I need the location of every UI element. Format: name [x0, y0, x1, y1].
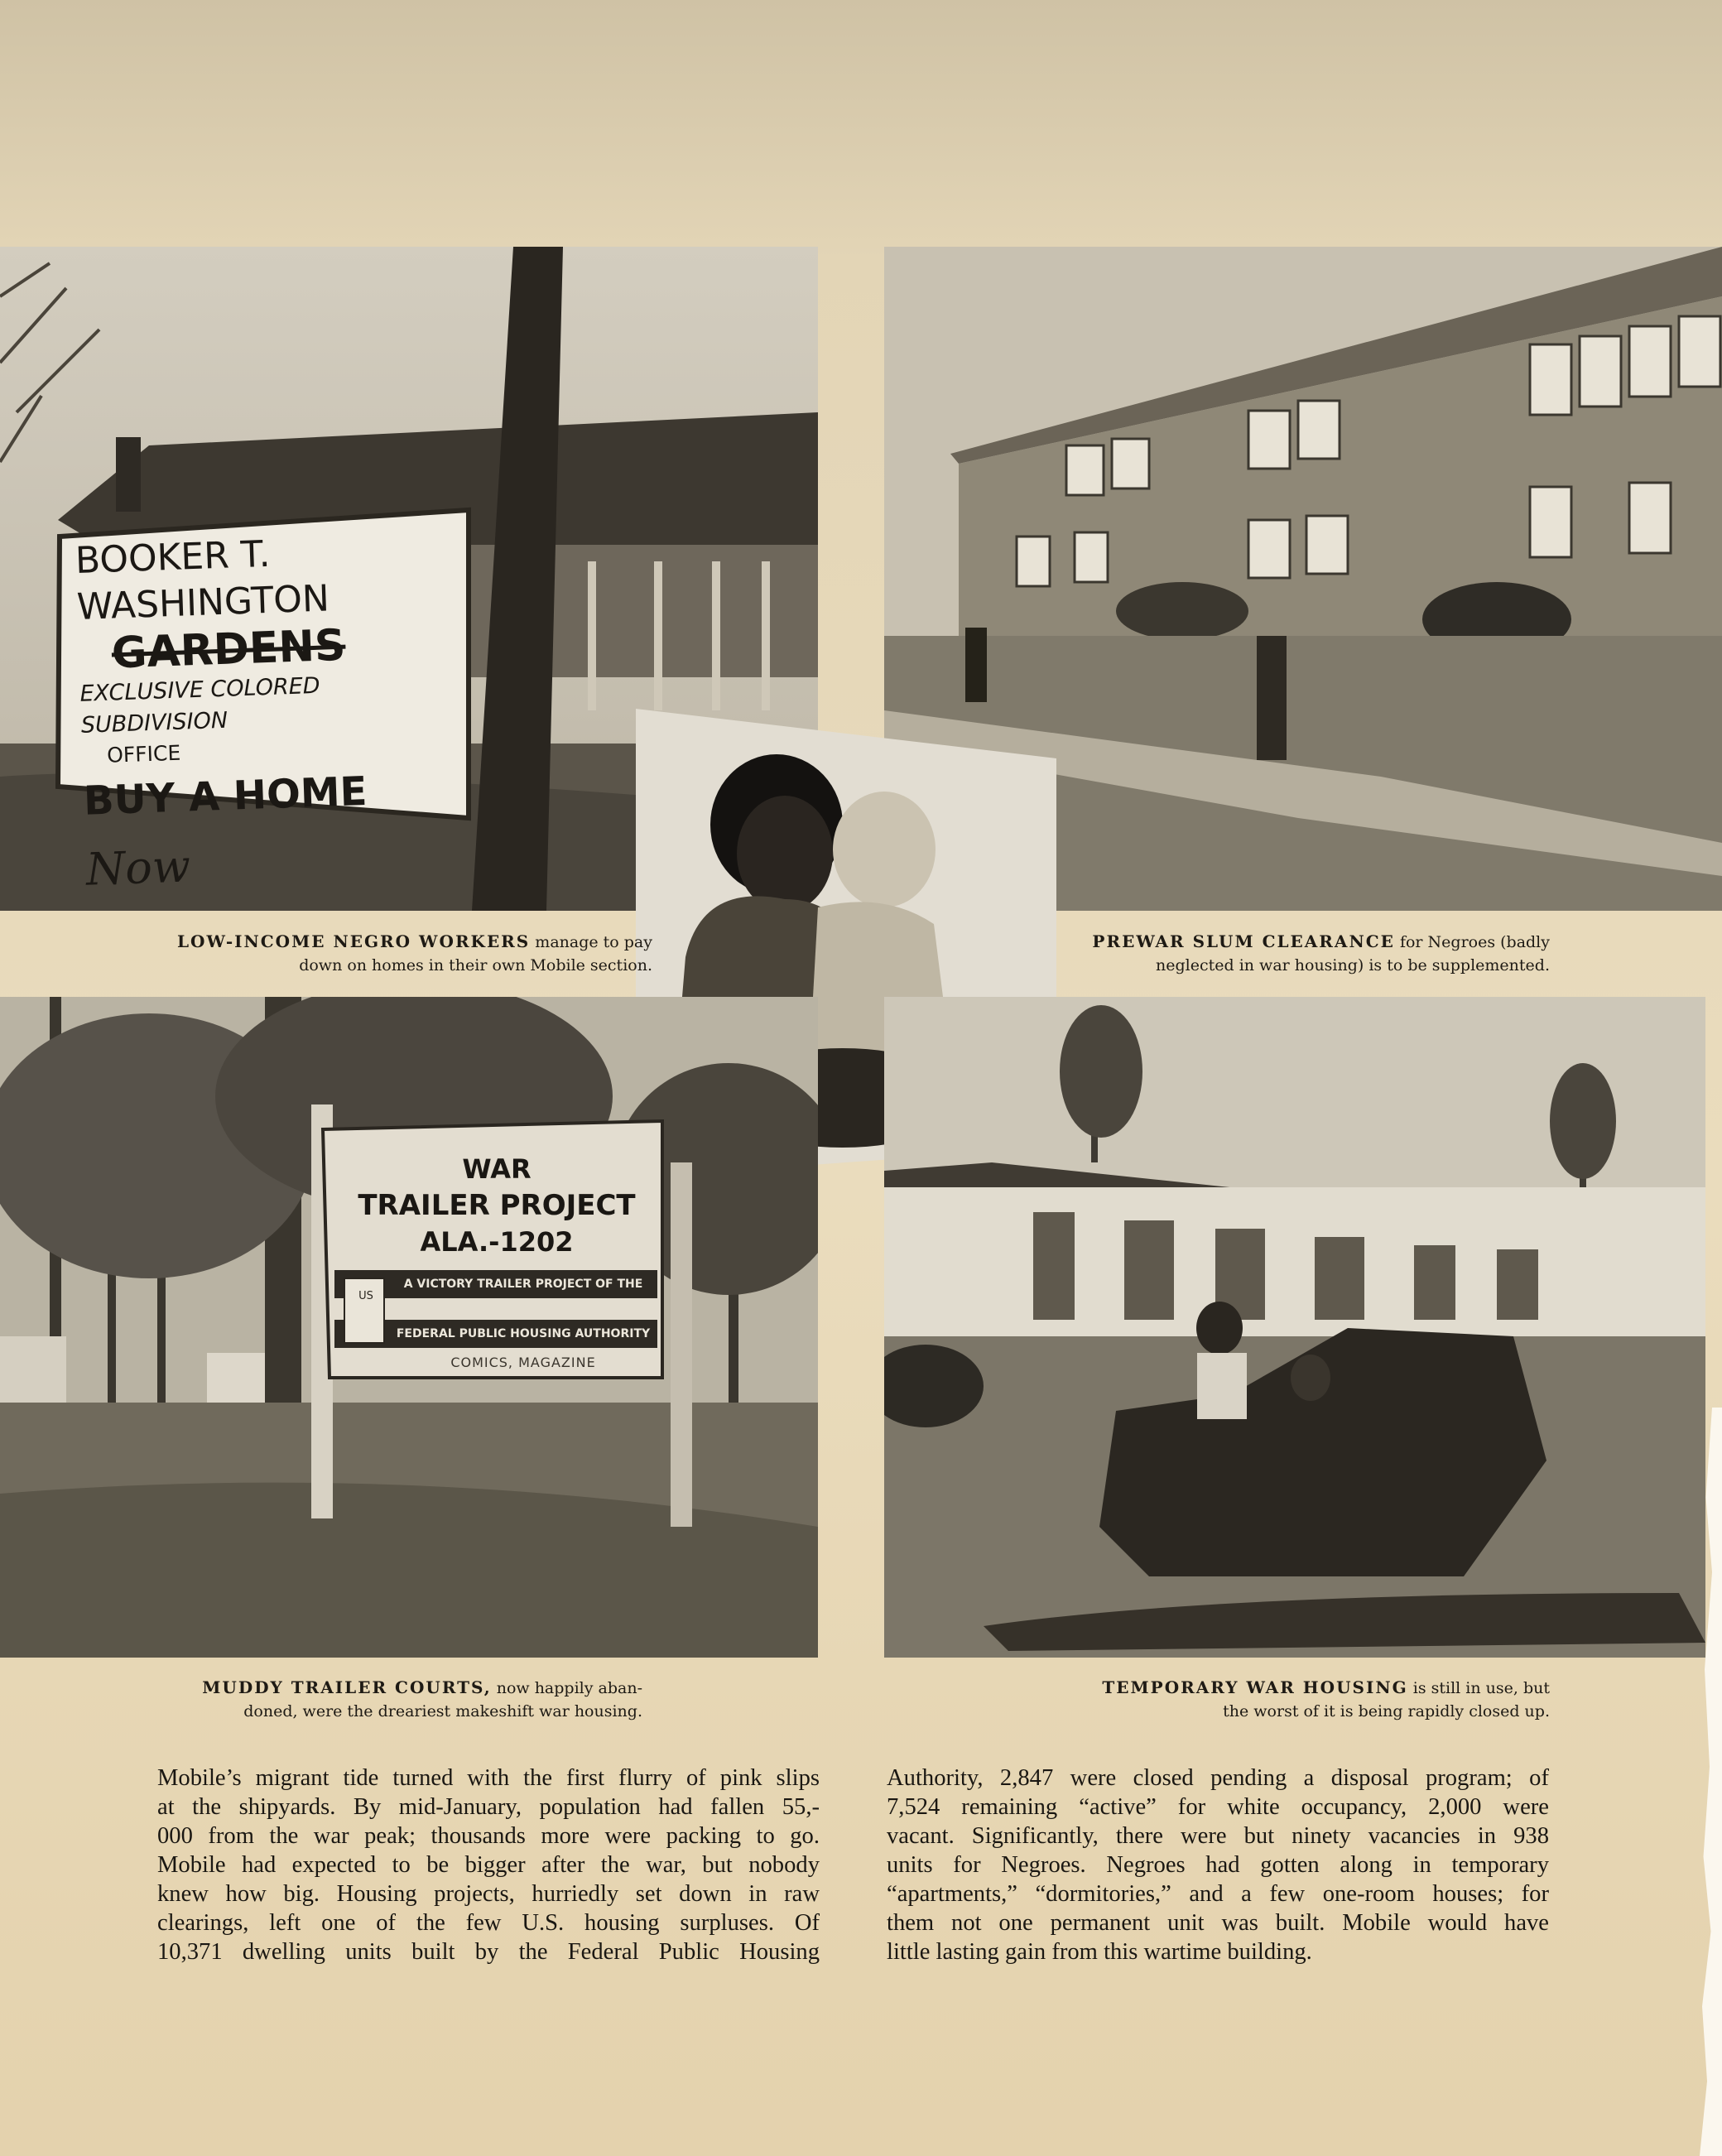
caption-rest: now happily aban-: [496, 1679, 642, 1697]
body-text-left-column: [157, 1764, 820, 1966]
caption-line-2: down on homes in their own Mobile section.: [299, 956, 652, 975]
body-line: 000 from the war peak; thousands more were packing to go.: [157, 1823, 820, 1849]
body-line: them not one permanent unit was built. Mobile would have: [887, 1910, 1549, 1936]
sign-line-ala-1202: ALA.-1202: [420, 1226, 574, 1258]
sign-line-trailer-project: TRAILER PROJECT: [358, 1189, 636, 1222]
sign-line-comics: COMICS, MAGAZINE: [450, 1355, 596, 1370]
caption-line-2: the worst of it is being rapidly closed up.: [1223, 1702, 1550, 1720]
caption-temporary-war-housing: [993, 1676, 1550, 1723]
body-line: little lasting gain from this wartime building.: [887, 1939, 1312, 1965]
body-line: “apartments,” “dormitories,” and a few one-room houses; for: [887, 1881, 1549, 1907]
sign-booker-text: [75, 525, 476, 911]
caption-lead: PREWAR SLUM CLEARANCE: [1092, 931, 1395, 951]
caption-muddy-trailer-courts: [108, 1676, 642, 1723]
sign-line-war: WAR: [462, 1153, 532, 1185]
caption-line-1: [993, 1676, 1550, 1700]
photo-temporary-war-housing: [884, 997, 1705, 1658]
body-text-right-column: [887, 1764, 1549, 1966]
body-line: knew how big. Housing projects, hurriedly set down in raw: [157, 1881, 820, 1907]
body-line: clearings, left one of the few U.S. housing surpluses. Of: [157, 1910, 820, 1936]
sign-now-text: Now: [84, 840, 191, 896]
caption-rest: is still in use, but: [1412, 1679, 1550, 1697]
body-line: Mobile’s migrant tide turned with the first flurry of pink slips: [157, 1765, 820, 1791]
sign-line-gardens: GARDENS: [110, 620, 347, 679]
sign-line-exclusive: EXCLUSIVE COLORED SUBDIVISION: [79, 672, 321, 739]
caption-rest: manage to pay: [535, 933, 652, 951]
sign-war-trailer-text: [331, 1151, 662, 1260]
body-line: vacant. Significantly, there were but ninety vacancies in 938: [887, 1823, 1549, 1849]
sign-line-victory: A VICTORY TRAILER PROJECT OF THE: [403, 1278, 643, 1291]
caption-line-1: [108, 1676, 642, 1700]
body-line: 7,524 remaining “active” for white occupancy, 2,000 were: [887, 1794, 1549, 1820]
photo-war-trailer-project: [0, 997, 818, 1658]
body-line: Authority, 2,847 were closed pending a disposal program; of: [887, 1765, 1549, 1791]
sign-line-booker: BOOKER T. WASHINGTON: [75, 532, 330, 628]
sign-us-badge: US: [358, 1290, 373, 1302]
sign-line-buy-a-home: [83, 758, 477, 910]
caption-lead: MUDDY TRAILER COURTS,: [202, 1677, 492, 1697]
caption-low-income-workers: [108, 930, 652, 977]
body-line: at the shipyards. By mid-January, population had fallen 55,-: [157, 1794, 820, 1820]
caption-line-1: [108, 930, 652, 954]
caption-rest: for Negroes (badly: [1399, 933, 1550, 951]
caption-lead: LOW-INCOME NEGRO WORKERS: [176, 931, 531, 951]
caption-lead: TEMPORARY WAR HOUSING: [1102, 1677, 1408, 1697]
body-line: Mobile had expected to be bigger after the war, but nobody: [157, 1852, 820, 1878]
sign-line-fpha: FEDERAL PUBLIC HOUSING AUTHORITY: [396, 1327, 651, 1340]
caption-line-2: neglected in war housing) is to be supplemented.: [1156, 956, 1550, 975]
caption-prewar-slum-clearance: [977, 930, 1550, 977]
body-line: units for Negroes. Negroes had gotten along in temporary: [887, 1852, 1549, 1878]
caption-line-1: [977, 930, 1550, 954]
sign-buy-text: BUY A HOME: [83, 768, 368, 825]
body-line: 10,371 dwelling units built by the Federal Public Housing: [157, 1939, 820, 1965]
caption-line-2: doned, were the dreariest makeshift war housing.: [243, 1702, 642, 1720]
sign-line-office: OFFICE: [106, 740, 181, 768]
